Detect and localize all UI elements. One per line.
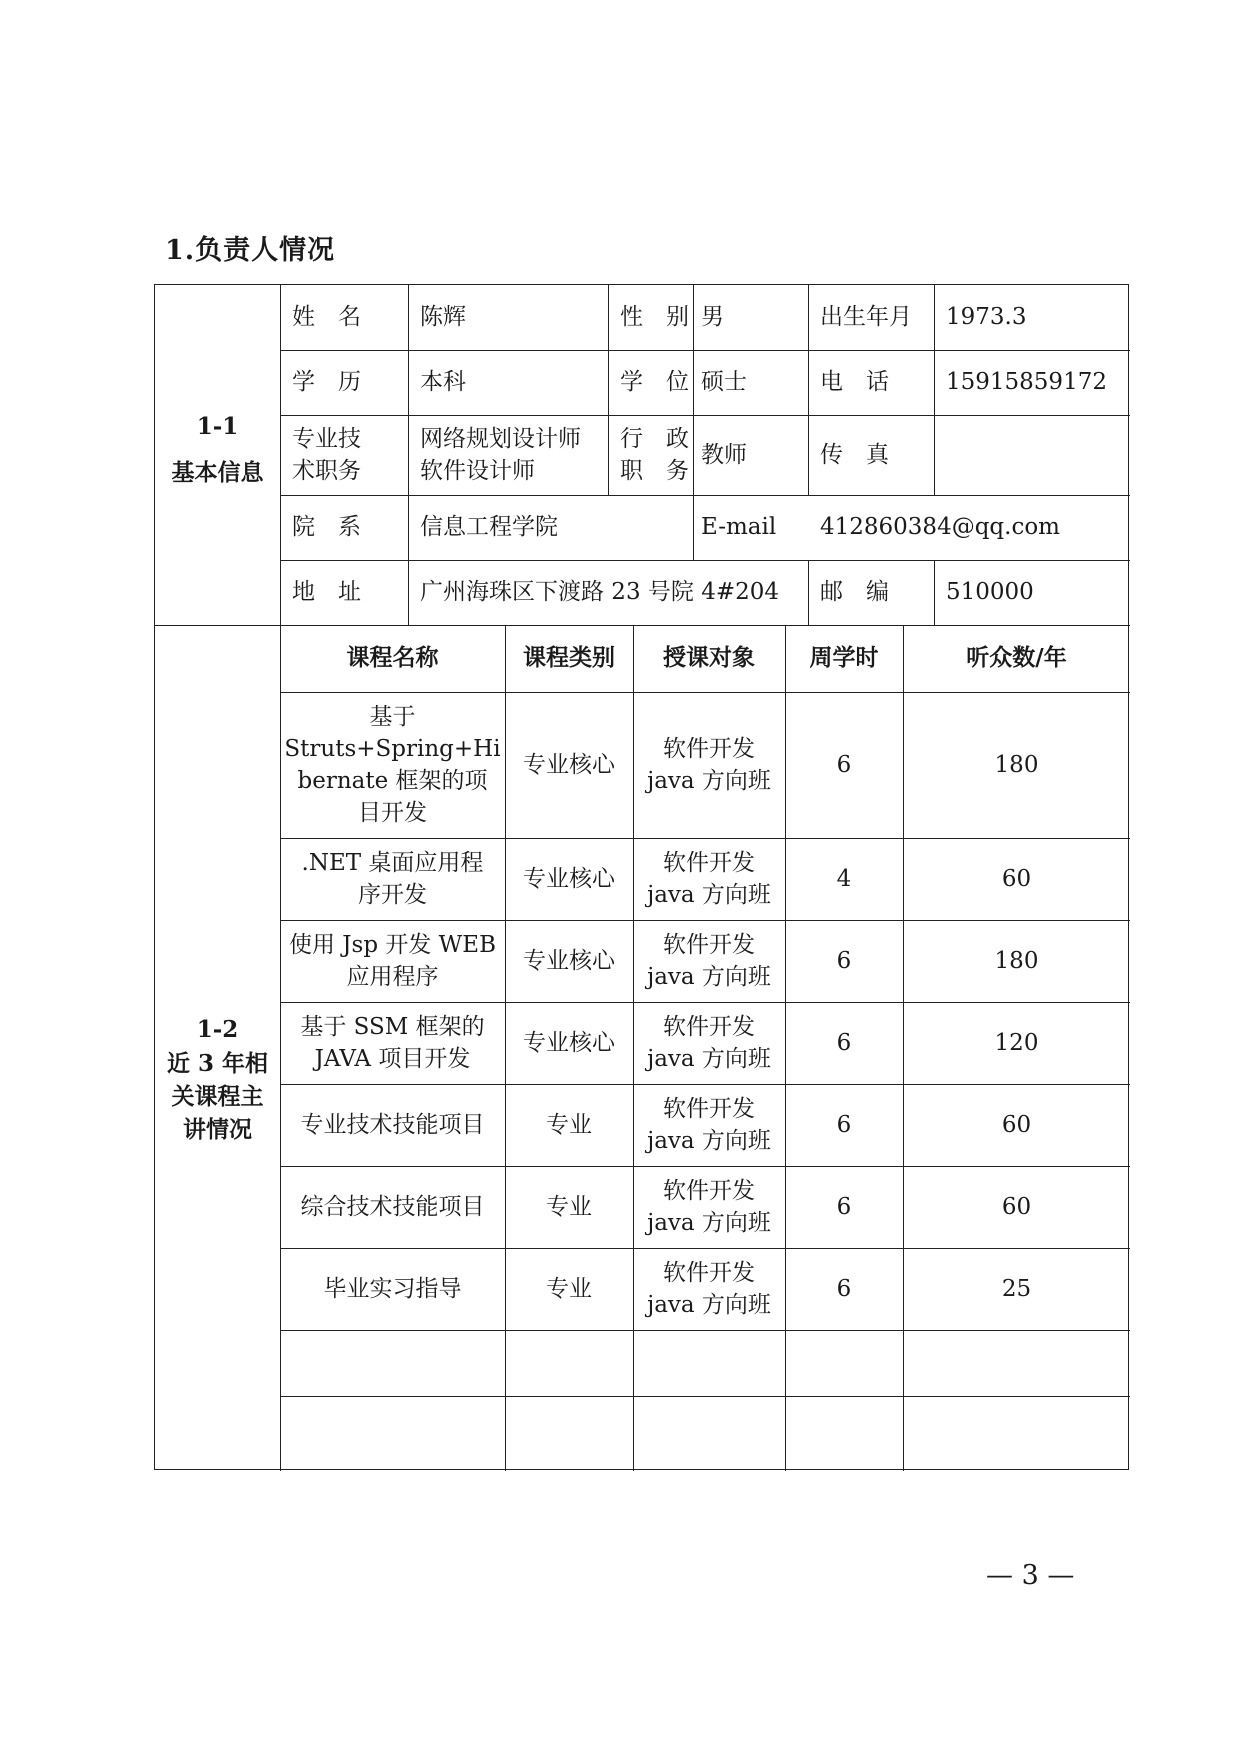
header-audience: 听众数/年 — [966, 644, 1067, 672]
table-row-name — [280, 692, 505, 838]
course-hours: 6 — [836, 1029, 852, 1056]
basic-info-label — [155, 395, 280, 505]
zip-label: 邮 编 — [820, 579, 889, 606]
basic-info-text: 基本信息 — [171, 459, 264, 486]
course-audience: 25 — [1001, 1275, 1032, 1302]
course-audience: 180 — [994, 947, 1039, 974]
phone-value: 15915859172 — [946, 369, 1107, 396]
degree-value: 硕士 — [701, 369, 747, 396]
course-type: 专业核心 — [523, 751, 615, 778]
gender-label: 性 别 — [620, 304, 689, 331]
degree-label: 学 位 — [620, 369, 689, 396]
admin-post-value: 教师 — [701, 441, 747, 468]
header-target: 授课对象 — [663, 644, 755, 672]
phone-label: 电 话 — [820, 369, 889, 396]
pro-title-label-line2: 术职务 — [292, 458, 361, 484]
target-line: java 方向班 — [647, 882, 771, 908]
name-label: 姓 名 — [292, 304, 361, 331]
name-value: 陈辉 — [420, 304, 466, 331]
course-name-line: Struts+Spring+Hi — [284, 735, 501, 762]
pro-title-value — [408, 415, 608, 495]
target-line: java 方向班 — [647, 768, 771, 794]
course-hours: 6 — [836, 1111, 852, 1138]
course-audience: 180 — [994, 751, 1039, 778]
table-row-name — [280, 920, 505, 1002]
header-weekly-hours: 周学时 — [809, 644, 879, 672]
target-line: java 方向班 — [647, 1210, 771, 1236]
target-line: 软件开发 — [663, 1013, 755, 1040]
course-hours: 6 — [836, 751, 852, 778]
target-line: java 方向班 — [647, 1292, 771, 1318]
pro-title-label-line1: 专业技 — [292, 425, 361, 452]
table-row-name: 专业技术技能项目 — [300, 1111, 485, 1138]
course-target — [633, 1248, 785, 1330]
course-type: 专业核心 — [523, 865, 615, 892]
target-line: java 方向班 — [647, 964, 771, 990]
course-name-line: 应用程序 — [346, 964, 439, 990]
header-course-type: 课程类别 — [523, 644, 615, 672]
course-type: 专业 — [546, 1111, 592, 1138]
course-hours: 6 — [836, 1193, 852, 1220]
course-hours: 6 — [836, 947, 852, 974]
section-title: 1.负责人情况 — [165, 235, 336, 266]
course-hours: 6 — [836, 1275, 852, 1302]
table-row-name — [280, 838, 505, 920]
pro-title-line2: 软件设计师 — [420, 458, 535, 484]
course-name-line: 基于 SSM 框架的 — [300, 1013, 485, 1040]
target-line: 软件开发 — [663, 735, 755, 762]
course-target — [633, 692, 785, 838]
course-audience: 60 — [1001, 1193, 1032, 1220]
target-line: 软件开发 — [663, 1259, 755, 1286]
target-line: 软件开发 — [663, 849, 755, 876]
table-row-name: 毕业实习指导 — [323, 1275, 462, 1302]
course-name-line: 序开发 — [358, 882, 427, 908]
admin-post-label-line1: 行 政 — [620, 425, 689, 452]
pro-title-line1: 网络规划设计师 — [420, 425, 581, 452]
table-row-name — [280, 1002, 505, 1084]
course-type: 专业核心 — [523, 947, 615, 974]
email-value: 412860384@qq.com — [820, 514, 1060, 541]
course-type: 专业 — [546, 1193, 592, 1220]
course-name-line: bernate 框架的项 — [297, 768, 488, 794]
target-line: java 方向班 — [647, 1046, 771, 1072]
admin-post-label-line2: 职 务 — [620, 458, 689, 484]
target-line: 软件开发 — [663, 1095, 755, 1122]
pro-title-label — [280, 415, 408, 495]
course-audience: 60 — [1001, 1111, 1032, 1138]
page-number: — 3 — — [986, 1560, 1075, 1591]
course-name-line: 目开发 — [358, 800, 427, 827]
dept-label: 院 系 — [292, 514, 361, 541]
course-name-line: 基于 — [369, 703, 416, 730]
admin-post-label — [608, 415, 693, 495]
header-course-name: 课程名称 — [346, 644, 439, 672]
birth-label: 出生年月 — [820, 304, 912, 331]
addr-value: 广州海珠区下渡路 23 号院 4#204 — [420, 579, 780, 606]
course-audience: 60 — [1001, 865, 1032, 892]
courses-label-num: 1-2 — [196, 1016, 239, 1044]
addr-label: 地 址 — [292, 579, 361, 606]
course-type: 专业 — [546, 1275, 592, 1302]
course-name-line: .NET 桌面应用程 — [301, 849, 484, 876]
course-name-line: 使用 Jsp 开发 WEB — [288, 931, 496, 958]
edu-label: 学 历 — [292, 369, 361, 396]
course-target — [633, 1084, 785, 1166]
courses-label-line3: 讲情况 — [183, 1116, 252, 1144]
dept-value: 信息工程学院 — [420, 514, 558, 541]
table-row-name: 综合技术技能项目 — [300, 1193, 485, 1220]
fax-value — [934, 415, 1130, 495]
target-line: 软件开发 — [663, 1177, 755, 1204]
courses-label — [155, 985, 280, 1175]
zip-value: 510000 — [946, 579, 1034, 606]
courses-label-line1: 近 3 年相 — [166, 1049, 269, 1077]
target-line: 软件开发 — [663, 931, 755, 958]
course-target — [633, 1002, 785, 1084]
courses-label-line2: 关课程主 — [171, 1083, 264, 1110]
email-label: E-mail — [701, 514, 777, 541]
birth-value: 1973.3 — [946, 304, 1027, 331]
info-table — [154, 284, 1129, 1470]
gender-value: 男 — [701, 304, 724, 331]
course-name-line: JAVA 项目开发 — [314, 1046, 471, 1072]
course-hours: 4 — [836, 865, 852, 892]
course-target — [633, 920, 785, 1002]
course-target — [633, 1166, 785, 1248]
course-target — [633, 838, 785, 920]
edu-value: 本科 — [420, 369, 466, 396]
course-type: 专业核心 — [523, 1029, 615, 1056]
basic-info-num: 1-1 — [196, 412, 239, 440]
course-audience: 120 — [994, 1029, 1039, 1056]
target-line: java 方向班 — [647, 1128, 771, 1154]
fax-label: 传 真 — [820, 441, 889, 468]
